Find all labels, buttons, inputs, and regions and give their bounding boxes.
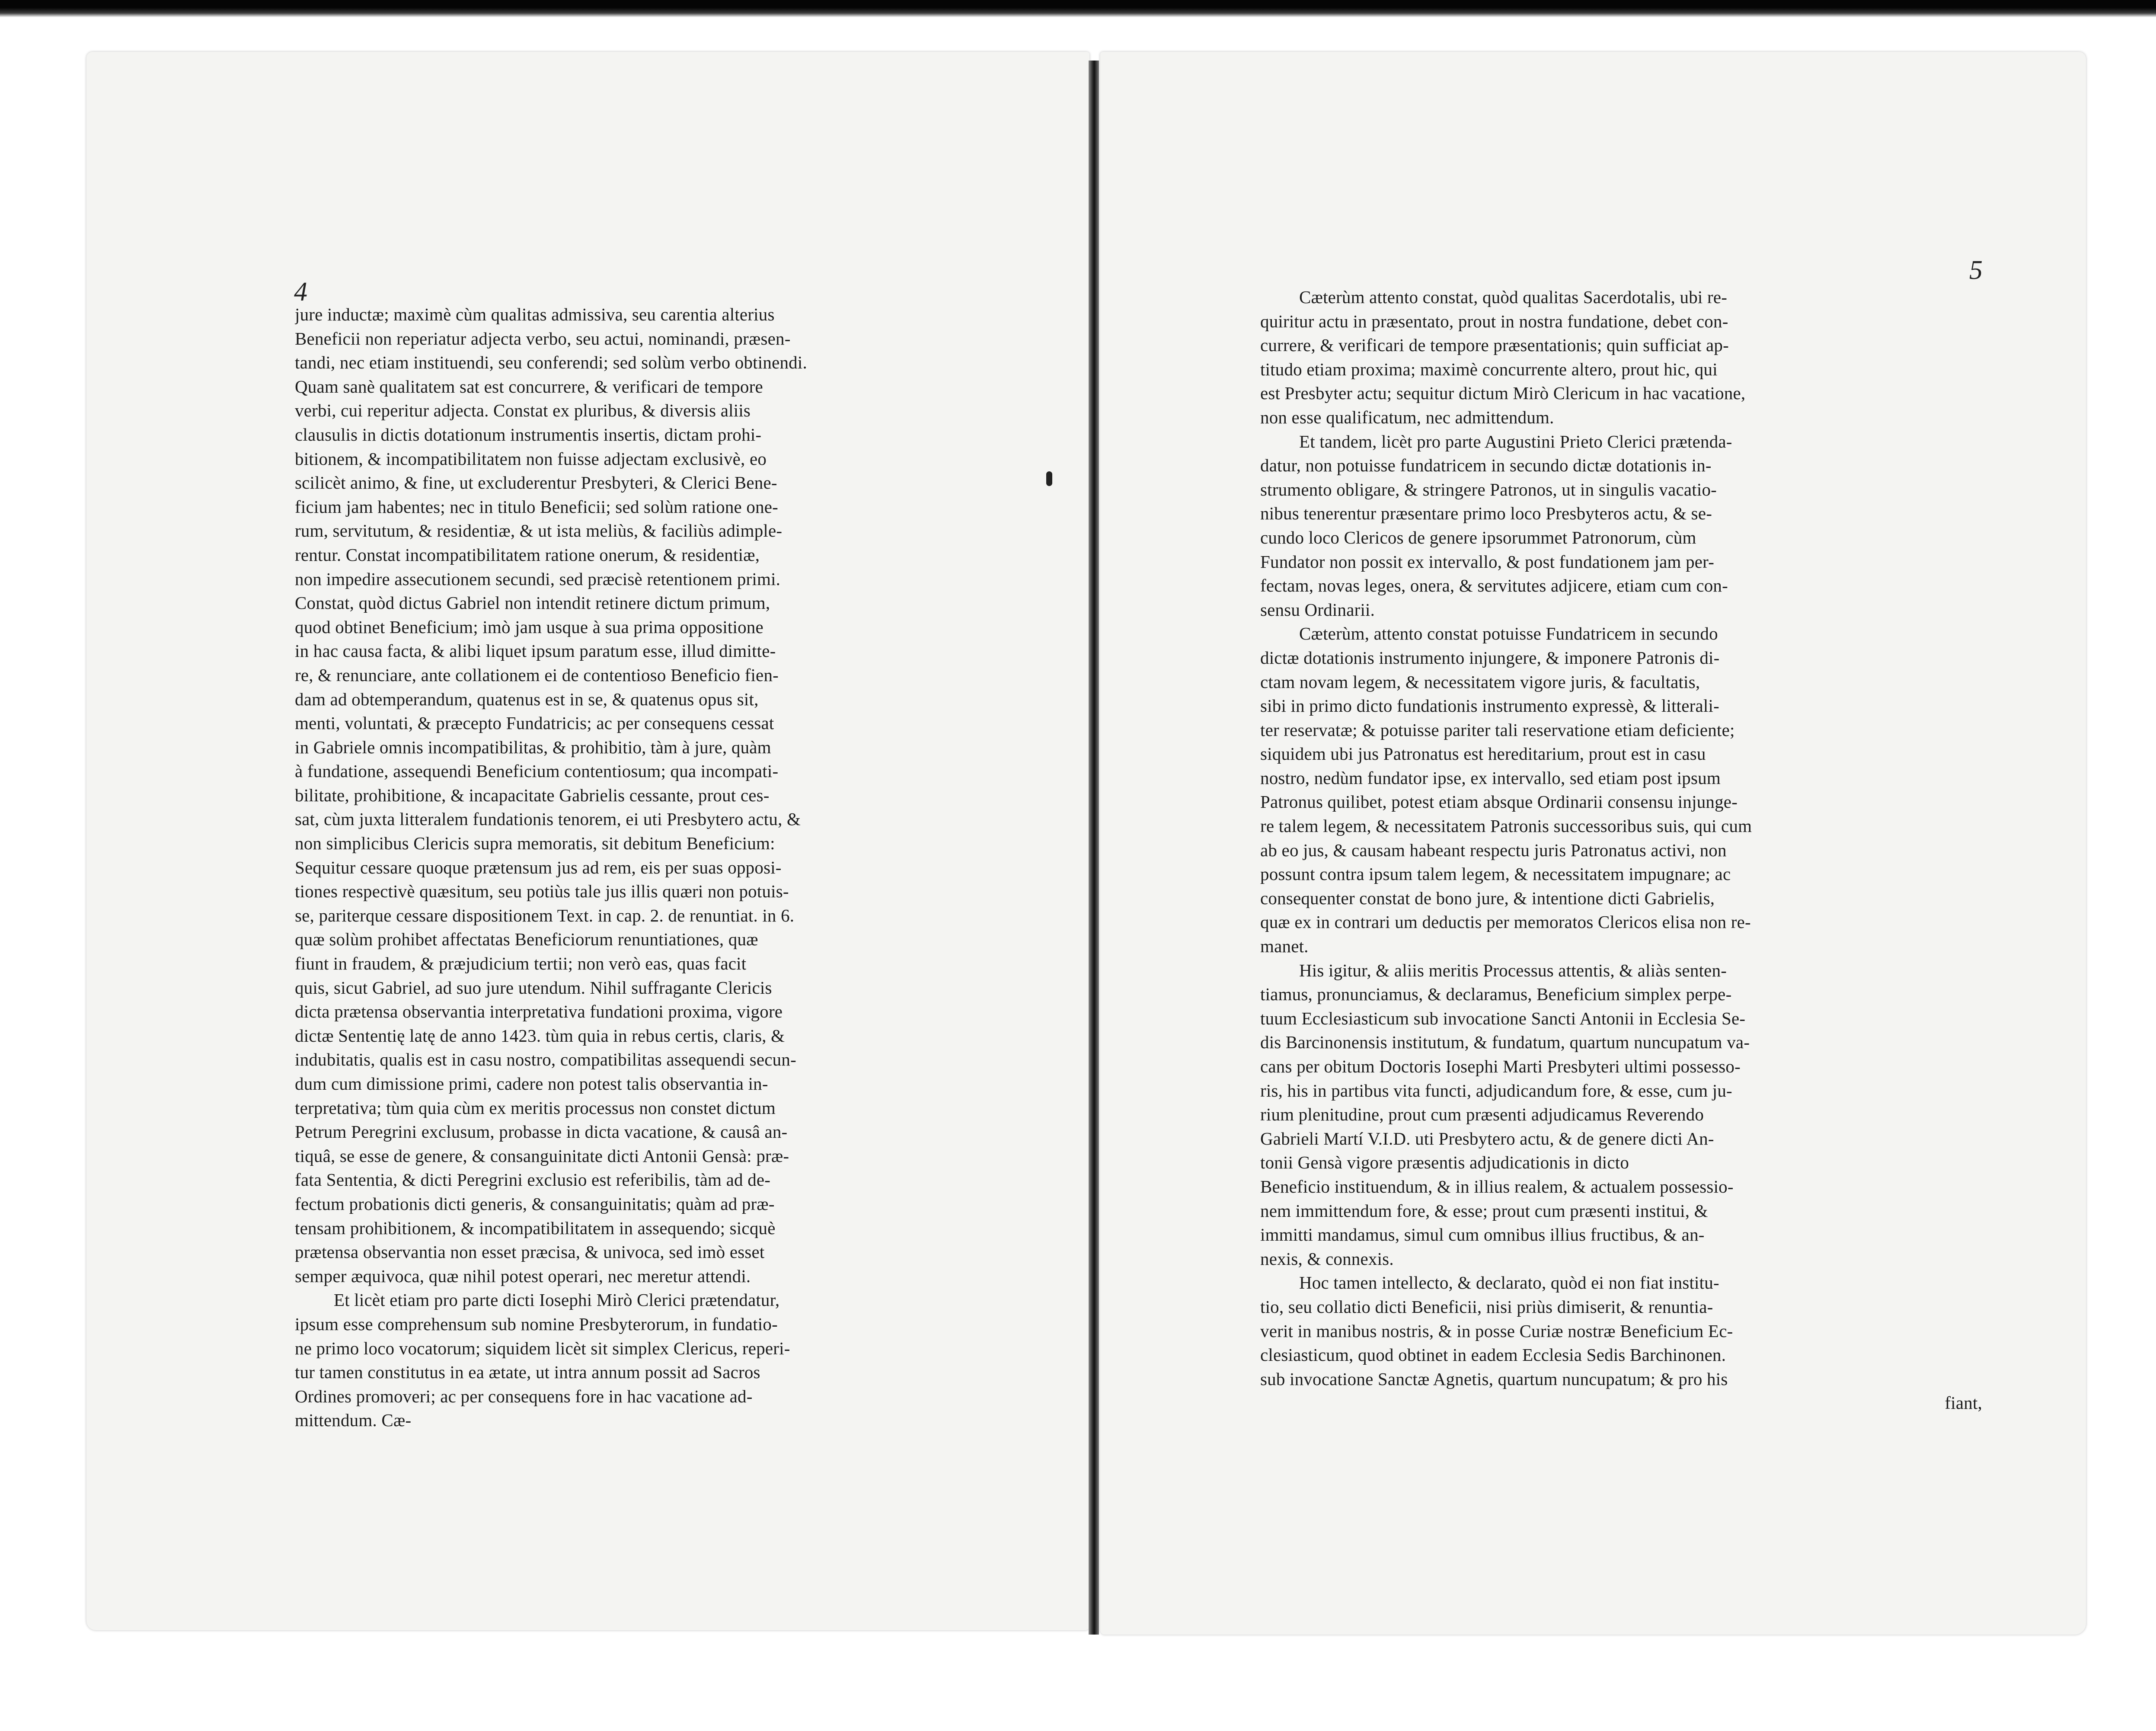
text-line: nostro, nedùm fundator ipse, ex intervallo, sed etiam post ipsum (1260, 768, 1721, 788)
text-line: Cæterùm, attento constat potuisse Fundatricem in secundo (1299, 624, 1718, 644)
text-line: sat, cùm juxta litteralem fundationis tenorem, ei uti Presbytero actu, & (295, 809, 801, 829)
text-line: dictæ dotationis instrumento injungere, & imponere Patronis di- (1260, 647, 1720, 668)
text-line: dam ad obtemperandum, quatenus est in se, & quatenus opus sit, (295, 689, 759, 709)
text-line: Constat, quòd dictus Gabriel non intendit retinere dictum primum, (295, 593, 770, 613)
text-line: nexis, & connexis. (1260, 1248, 1394, 1269)
text-line: jure inductæ; maximè cùm qualitas admissiva, seu carentia alterius (295, 304, 775, 324)
text-line: Cæterùm attento constat, quòd qualitas Sacerdotalis, ubi re- (1299, 287, 1728, 307)
text-line: ctam novam legem, & necessitatem vigore juris, & facultatis, (1260, 672, 1700, 692)
text-line: re, & renunciare, ante collationem ei de contentioso Beneficio fien- (295, 665, 779, 685)
text-line: Et tandem, licèt pro parte Augustini Prieto Clerici prætenda- (1299, 431, 1732, 451)
scanner-edge (0, 0, 2156, 17)
text-line: tio, seu collatio dicti Beneficii, nisi priùs dimiserit, & renuntia- (1260, 1296, 1713, 1317)
text-line: bilitate, prohibitione, & incapacitate Gabrielis cessante, prout ces- (295, 785, 770, 805)
text-line: tiquâ, se esse de genere, & consanguinitate dicti Antonii Gensà: præ- (295, 1145, 789, 1166)
text-line: dum cum dimissione primi, cadere non potest talis observantia in- (295, 1074, 768, 1094)
text-line: tonii Gensà vigore præsentis adjudicationis in dicto (1260, 1152, 1629, 1173)
text-line: siquidem ubi jus Patronatus est hereditarium, prout est in casu (1260, 744, 1706, 764)
text-line: verit in manibus nostris, & in posse Curiæ nostræ Beneficium Ec- (1260, 1321, 1733, 1341)
text-line: possunt contra ipsum talem legem, & necessitatem impugnare; ac (1260, 864, 1731, 884)
text-line: cundo loco Clericos de genere ipsorummet Patronorum, cùm (1260, 527, 1696, 547)
text-line: ter reservatæ; & potuisse pariter tali reservatione etiam deficiente; (1260, 720, 1735, 740)
text-line: tuum Ecclesiasticum sub invocatione Sancti Antonii in Ecclesia Se- (1260, 1008, 1746, 1028)
text-line: cans per obitum Doctoris Iosephi Marti Presbyteri ultimi possesso- (1260, 1056, 1741, 1076)
text-line: Beneficii non reperiatur adjecta verbo, seu actui, nominandi, præsen- (295, 328, 791, 349)
text-line: fectam, novas leges, onera, & servitutes adjicere, etiam cum con- (1260, 576, 1728, 596)
text-line: à fundatione, assequendi Beneficium contentiosum; qua incompati- (295, 761, 779, 781)
text-line: terpretativa; tùm quia cùm ex meritis processus non constet dictum (295, 1097, 776, 1118)
text-line: Sequitur cessare quoque prætensum jus ad rem, eis per suas opposi- (295, 857, 782, 877)
text-line: Petrum Peregrini exclusum, probasse in dicta vacatione, & causâ an- (295, 1122, 788, 1142)
text-line: non simplicibus Clericis supra memoratis, sit debitum Beneficium: (295, 833, 775, 854)
text-line: currere, & verificari de tempore præsentationis; quin sufficiat ap- (1260, 335, 1729, 355)
right-page-number: 5 (1969, 256, 1983, 285)
text-line: dicta prætensa observantia interpretativa fundationi proxima, vigore (295, 1001, 783, 1022)
right-page (1100, 52, 2086, 1635)
text-line: est Presbyter actu; sequitur dictum Mirò Clericum in hac vacatione, (1260, 383, 1746, 403)
text-line: titudo etiam proxima; maximè concurrente altero, prout hic, qui (1260, 359, 1718, 379)
text-line: menti, voluntati, & præcepto Fundatricis; ac per consequens cessat (295, 713, 774, 733)
book-gutter (1089, 61, 1099, 1635)
text-line: quæ solùm prohibet affectatas Beneficiorum renuntiationes, quæ (295, 929, 758, 950)
text-line: ficium jam habentes; nec in titulo Beneficii; sed solùm ratione one- (295, 496, 779, 517)
text-line: ab eo jus, & causam habeant respectu juris Patronatus activi, non (1260, 840, 1727, 860)
text-line: tiamus, pronunciamus, & declaramus, Beneficium simplex perpe- (1260, 984, 1732, 1005)
text-line: non impedire assecutionem secundi, sed præcisè retentionem primi. (295, 569, 781, 589)
text-line: fiant, (1945, 1393, 1982, 1413)
text-line: semper æquivoca, quæ nihil potest operari, nec meretur attendi. (295, 1266, 751, 1286)
text-line: rum, servitutum, & residentiæ, & ut ista meliùs, & faciliùs adimple- (295, 521, 783, 541)
text-line: bitionem, & incompatibilitatem non fuisse adjectam exclusivè, eo (295, 448, 767, 469)
text-line: immitti mandamus, simul cum omnibus illius fructibus, & an- (1260, 1225, 1705, 1245)
text-line: Beneficio instituendum, & in illius realem, & actualem possessio- (1260, 1176, 1734, 1197)
text-line: tur tamen constitutus in ea ætate, ut intra annum possit ad Sacros (295, 1362, 760, 1382)
text-line: fata Sententia, & dicti Peregrini exclusio est referibilis, tàm ad de- (295, 1170, 771, 1190)
text-line: in hac causa facta, & alibi liquet ipsum paratum esse, illud dimitte- (295, 641, 776, 661)
text-line: Fundator non possit ex intervallo, & post fundationem jam per- (1260, 551, 1715, 572)
text-line: nibus tenerentur præsentare primo loco Presbyteros actu, & se- (1260, 503, 1712, 524)
text-line: Quam sanè qualitatem sat est concurrere, & verificari de tempore (295, 376, 763, 397)
text-line: quis, sicut Gabriel, ad suo jure utendum. Nihil suffragante Clericis (295, 977, 772, 998)
text-line: re talem legem, & necessitatem Patronis successoribus suis, qui cum (1260, 816, 1752, 836)
text-line: quiritur actu in præsentato, prout in nostra fundatione, debet con- (1260, 311, 1728, 331)
text-line: Et licèt etiam pro parte dicti Iosephi Mirò Clerici prætendatur, (334, 1290, 780, 1310)
text-line: Gabrieli Martí V.I.D. uti Presbytero actu, & de genere dicti An- (1260, 1128, 1714, 1149)
text-line: verbi, cui reperitur adjecta. Constat ex pluribus, & diversis aliis (295, 400, 751, 421)
text-line: quod obtinet Beneficium; imò jam usque à sua prima oppositione (295, 617, 763, 637)
text-line: dictæ Sententię latę de anno 1423. tùm quia in rebus certis, claris, & (295, 1025, 785, 1046)
text-line: ne primo loco vocatorum; siquidem licèt sit simplex Clericus, reperi- (295, 1338, 790, 1358)
text-line: sub invocatione Sanctæ Agnetis, quartum nuncupatum; & pro his (1260, 1369, 1728, 1389)
text-line: mittendum. Cæ- (295, 1410, 412, 1430)
text-line: His igitur, & aliis meritis Processus attentis, & aliàs senten- (1299, 960, 1727, 980)
text-line: strumento obligare, & stringere Patronos, ut in singulis vacatio- (1260, 479, 1717, 499)
text-line: non esse qualificatum, nec admittendum. (1260, 407, 1554, 427)
text-line: se, pariterque cessare dispositionem Text. in cap. 2. de renuntiat. in 6. (295, 905, 795, 925)
text-line: sibi in primo dicto fundationis instrumento expressè, & litterali- (1260, 696, 1719, 716)
text-line: clausulis in dictis dotationum instrumentis insertis, dictam prohi- (295, 424, 762, 445)
text-line: fectum probationis dicti generis, & consanguinitatis; quàm ad præ- (295, 1193, 775, 1214)
text-line: fiunt in fraudem, & præjudicium tertii; non verò eas, quas facit (295, 953, 747, 974)
text-line: indubitatis, qualis est in casu nostro, compatibilitas assequendi secun- (295, 1049, 796, 1070)
text-line: Ordines promoveri; ac per consequens fore in hac vacatione ad- (295, 1386, 753, 1406)
text-line: in Gabriele omnis incompatibilitas, & prohibitio, tàm à jure, quàm (295, 737, 771, 757)
text-line: tandi, nec etiam instituendi, seu conferendi; sed solùm verbo obtinendi. (295, 352, 807, 373)
binding-hole (1046, 471, 1052, 486)
text-line: tensam prohibitionem, & incompatibilitatem in assequendo; sicquè (295, 1218, 776, 1238)
left-page (86, 52, 1089, 1630)
text-line: tiones respectivè quæsitum, seu potiùs tale jus illis quæri non potuis- (295, 881, 789, 902)
text-line: dis Barcinonensis institutum, & fundatum, quartum nuncupatum va- (1260, 1032, 1750, 1053)
text-line: sensu Ordinarii. (1260, 599, 1375, 620)
text-line: quæ ex in contrari um deductis per memoratos Clericos elisa non re- (1260, 912, 1751, 932)
text-line: rium plenitudine, prout cum præsenti adjudicamus Reverendo (1260, 1104, 1704, 1125)
text-line: prætensa observantia non esset præcisa, & univoca, sed imò esset (295, 1242, 765, 1262)
left-page-text (295, 303, 1038, 1433)
text-line: manet. (1260, 936, 1309, 957)
text-line: ipsum esse comprehensum sub nomine Presbyterorum, in fundatio- (295, 1314, 778, 1334)
text-line: nem immittendum fore, & esse; prout cum præsenti institui, & (1260, 1200, 1708, 1221)
right-page-text (1260, 285, 1991, 1415)
text-line: rentur. Constat incompatibilitatem ratione onerum, & residentiæ, (295, 544, 760, 565)
text-line: Hoc tamen intellecto, & declarato, quòd ei non fiat institu- (1299, 1273, 1719, 1293)
text-line: datur, non potuisse fundatricem in secundo dictæ dotationis in- (1260, 455, 1712, 476)
text-line: Patronus quilibet, potest etiam absque Ordinarii consensu injunge- (1260, 792, 1738, 812)
text-line: consequenter constat de bono jure, & intentione dicti Gabrielis, (1260, 888, 1715, 908)
left-page-number: 4 (294, 277, 307, 307)
text-line: scilicèt animo, & fine, ut excluderentur Presbyteri, & Clerici Bene- (295, 473, 777, 493)
text-line: ris, his in partibus vita functi, adjudicandum fore, & esse, cum ju- (1260, 1080, 1732, 1101)
text-line: clesiasticum, quod obtinet in eadem Ecclesia Sedis Barchinonen. (1260, 1345, 1726, 1365)
